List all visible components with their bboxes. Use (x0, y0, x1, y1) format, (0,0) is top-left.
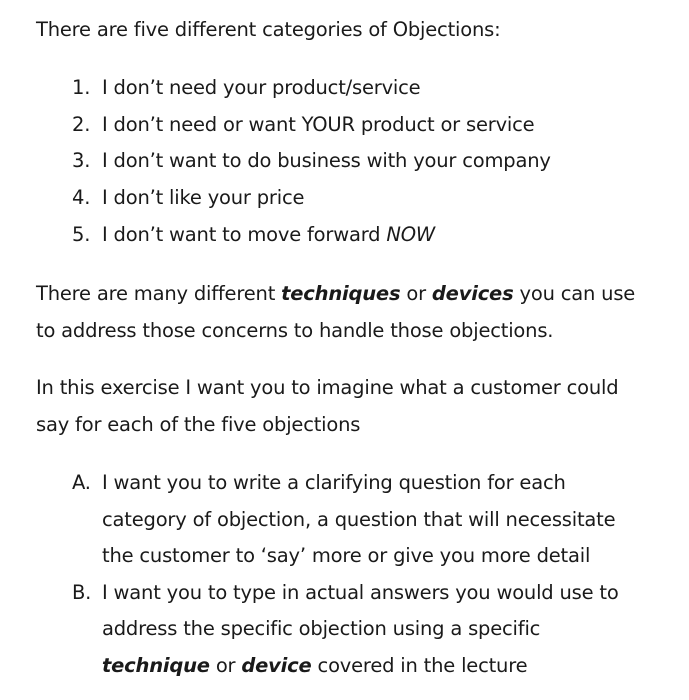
list-letter: B. (72, 580, 92, 604)
exercise-paragraph: In this exercise I want you to imagine what a customer could say for each of the five objections (36, 376, 619, 436)
list-text: I want you to type in actual answers you would use to address the specific objection using a specific (102, 580, 619, 641)
paragraph-text: you can use to address those concerns to handle those objections. (36, 282, 636, 342)
list-item (72, 465, 652, 575)
list-text: I want you to write a clarifying question for each category of objection, a question that will necessitate the customer to ‘say’ more or give you more detail (102, 471, 616, 568)
list-item (72, 184, 551, 221)
list-item (72, 111, 551, 148)
paragraph-text: or (400, 282, 432, 305)
list-text: I don’t like your price (102, 186, 305, 210)
emphasis-text: NOW (386, 222, 435, 246)
techniques-paragraph (36, 276, 656, 349)
list-text: I don’t need or want YOUR product or service (102, 112, 535, 136)
list-item (72, 74, 551, 111)
paragraph-text: There are many different (36, 282, 282, 305)
list-text: I don’t need your product/service (102, 76, 421, 99)
emphasis-techniques: techniques (281, 282, 401, 305)
list-number: 1. (72, 76, 91, 99)
list-number: 5. (72, 222, 91, 246)
intro-text: There are five different categories of Objections: (36, 18, 501, 41)
list-text: covered in the lecture (311, 653, 528, 677)
emphasis-technique: technique (102, 653, 210, 677)
emphasis-device: device (241, 653, 312, 677)
list-number: 2. (72, 112, 91, 136)
list-item (72, 221, 551, 258)
list-number: 3. (72, 149, 91, 173)
list-text: I don’t want to do business with your company (102, 149, 551, 173)
tasks-list (72, 465, 652, 685)
objections-list (72, 74, 551, 257)
list-number: 4. (72, 186, 91, 210)
list-item (72, 575, 652, 685)
list-letter: A. (72, 471, 91, 494)
list-text: or (209, 653, 242, 677)
emphasis-devices: devices (431, 282, 514, 305)
list-item (72, 147, 551, 184)
list-text: I don’t want to move forward (102, 222, 387, 246)
